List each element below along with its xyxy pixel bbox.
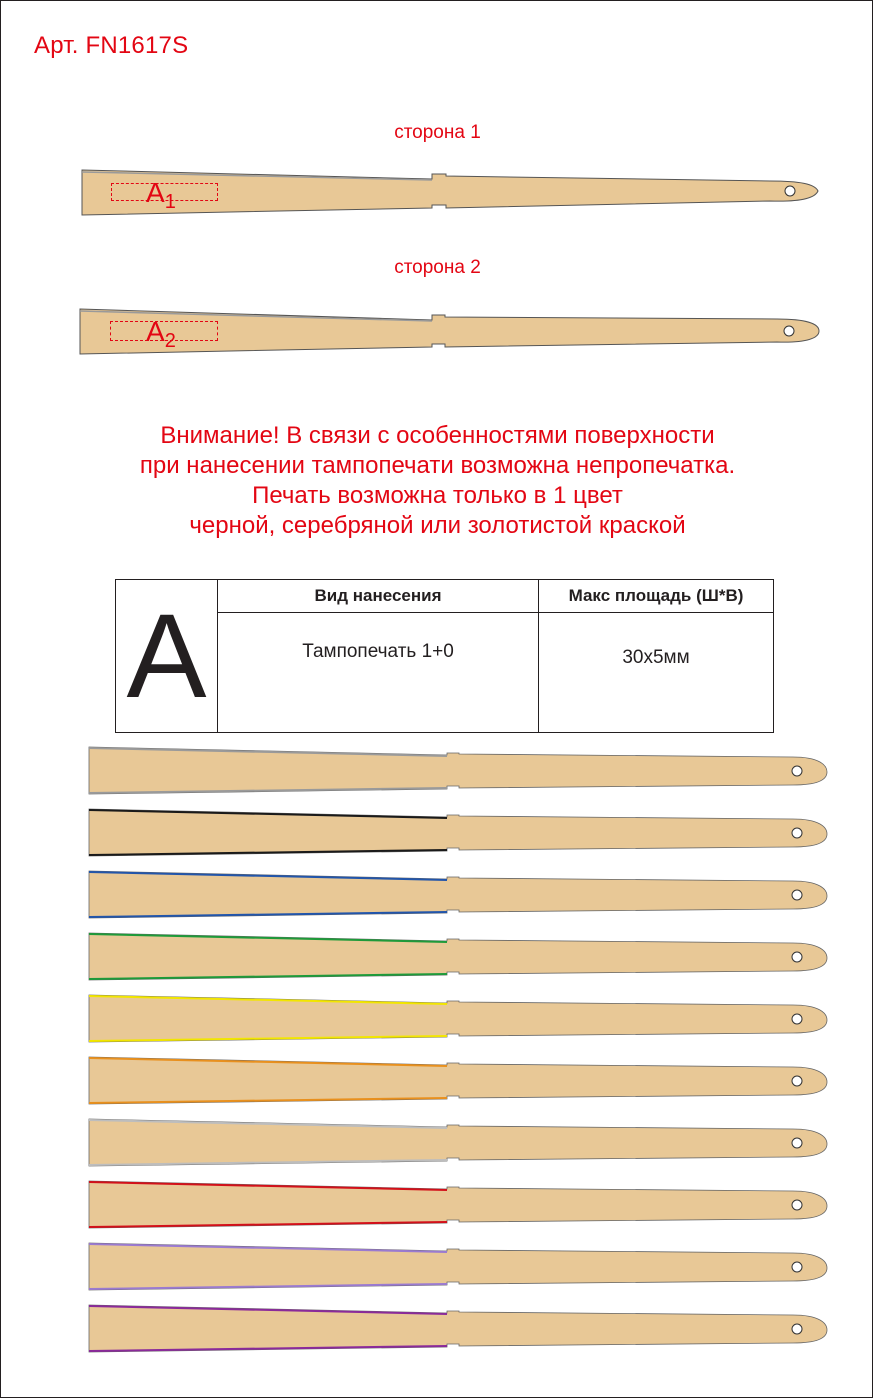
hang-hole: [792, 890, 802, 900]
warning-text: [0, 421, 875, 541]
variant-stick: [87, 1241, 832, 1293]
header-max-area: Макс площадь (Ш*В): [539, 580, 774, 613]
variant-stick: [87, 1055, 832, 1107]
warning-line: Печать возможна только в 1 цвет: [252, 482, 623, 509]
hang-hole: [792, 1200, 802, 1210]
variant-stick: [87, 1179, 832, 1231]
variant-stick: [87, 1117, 832, 1169]
hang-hole: [792, 1262, 802, 1272]
variant-stick: [87, 931, 832, 983]
zone-label-a2: $A_2$: [146, 316, 176, 352]
warning-line: черной, серебряной или золотистой краской: [189, 512, 686, 539]
side-1-label: сторона 1: [394, 122, 481, 143]
zone-big-letter: A: [116, 580, 218, 733]
method-value: Тампопечать 1+0: [218, 613, 539, 733]
variant-stick: [87, 869, 832, 921]
header-method: Вид нанесения: [218, 580, 539, 613]
warning-line: при нанесении тампопечати возможна непропечатка.: [139, 452, 736, 479]
variant-stick: [87, 745, 832, 797]
hang-hole: [792, 766, 802, 776]
max-area-value: 30х5мм: [539, 613, 774, 733]
warning-line: Внимание! В связи с особенностями поверхности: [160, 422, 715, 449]
hang-hole: [792, 952, 802, 962]
spec-table: [115, 579, 774, 733]
zone-label-a1: $A_1$: [146, 177, 176, 213]
variant-stick: [87, 807, 832, 859]
variant-stick: [87, 993, 832, 1045]
hang-hole: [792, 1076, 802, 1086]
hang-hole: [792, 1014, 802, 1024]
variant-stick: [87, 1303, 832, 1355]
hang-hole: [792, 1138, 802, 1148]
hang-hole: [792, 1324, 802, 1334]
article-number: Арт. FN1617S: [34, 32, 189, 59]
side-2-label: сторона 2: [394, 257, 481, 278]
hang-hole: [792, 828, 802, 838]
